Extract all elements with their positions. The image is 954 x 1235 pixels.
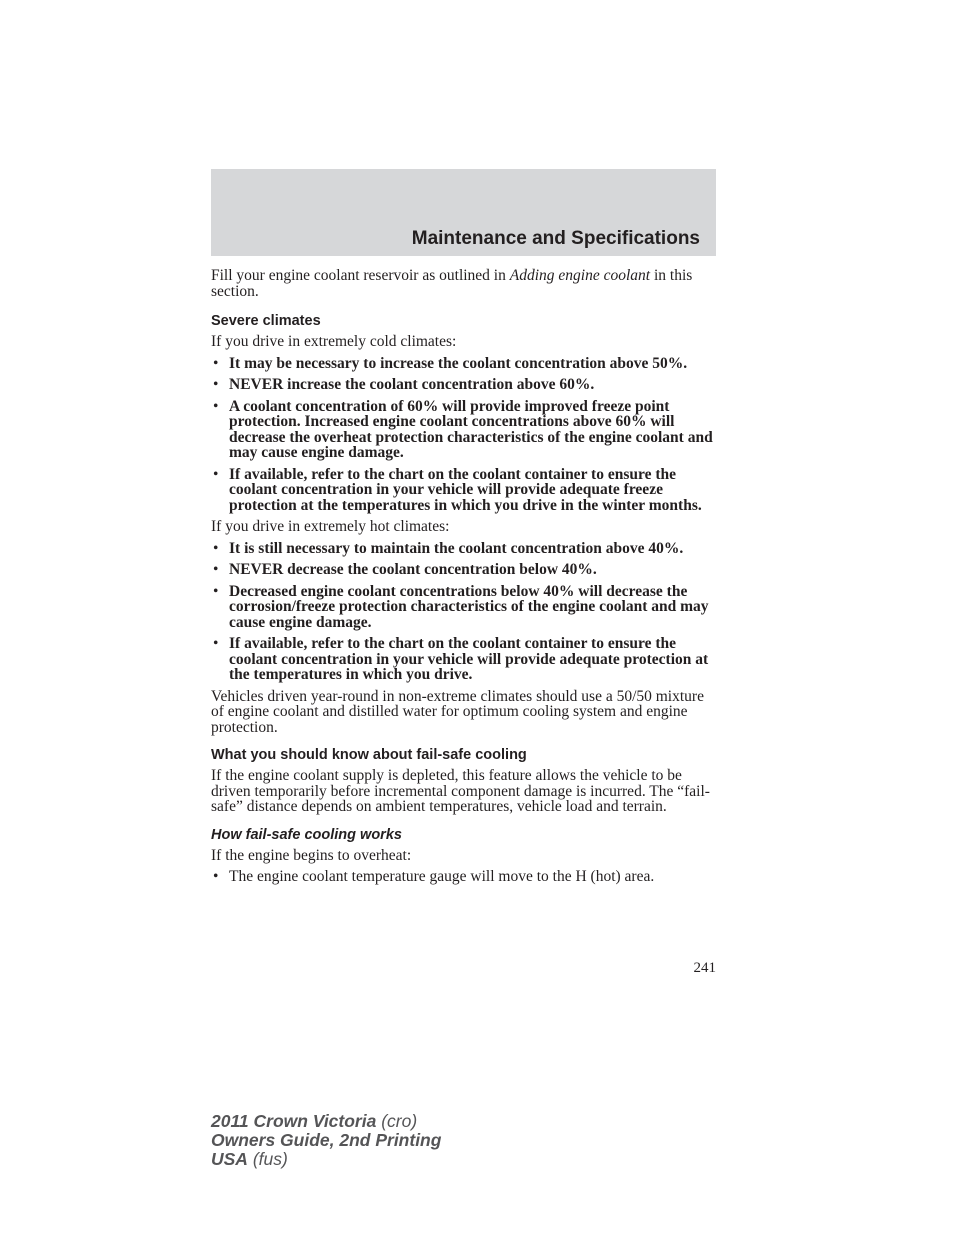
hot-climates-list: [211, 541, 716, 683]
list-item-text: Decreased engine coolant concentrations below 40% will decrease the corrosion/freeze protection characteristics of the engine coolant and may cause engine damage.: [229, 582, 709, 631]
footer-market-code: (fus): [247, 1149, 288, 1169]
page-content: [211, 268, 716, 891]
non-extreme-paragraph: Vehicles driven year-round in non-extreme climates should use a 50/50 mixture of engine coolant and distilled water for optimum cooling system and engine protection.: [211, 687, 704, 736]
section-header-band: [211, 169, 716, 256]
list-item-text: The engine coolant temperature gauge will move to the H (hot) area.: [229, 868, 655, 885]
overheat-list: [211, 869, 716, 885]
cold-climates-list: [211, 356, 716, 514]
list-item-text: It is still necessary to maintain the coolant concentration above 40%.: [229, 539, 684, 557]
list-item-text: If available, refer to the chart on the coolant container to ensure the coolant concentration in your vehicle will provide adequate protection at the temperatures in which you drive.: [229, 635, 709, 683]
list-item: [211, 356, 716, 372]
section-title: Maintenance and Specifications: [411, 228, 700, 249]
list-item-text: NEVER decrease the coolant concentration below 40%.: [229, 561, 597, 578]
list-item: [211, 869, 716, 885]
list-item: [211, 377, 716, 393]
bullet-icon: •: [213, 376, 219, 393]
list-item: [211, 562, 716, 578]
fail-safe-works-heading: How fail-safe cooling works: [211, 826, 402, 843]
footer-guide: Owners Guide, 2nd Printing: [211, 1130, 442, 1150]
footer-line-market: [211, 1150, 441, 1169]
footer-line-model: [211, 1112, 441, 1131]
intro-reference: Adding engine coolant: [509, 267, 651, 284]
overheat-lead: If the engine begins to overheat:: [211, 846, 412, 864]
list-item-text: It may be necessary to increase the coolant concentration above 50%.: [229, 354, 688, 372]
bullet-icon: •: [213, 397, 219, 415]
footer-model: 2011 Crown Victoria: [211, 1111, 377, 1131]
bullet-icon: •: [213, 465, 219, 483]
bullet-icon: •: [213, 561, 219, 578]
document-footer: [211, 1112, 441, 1169]
list-item: [211, 399, 716, 461]
footer-model-code: (cro): [376, 1111, 418, 1131]
fail-safe-paragraph: If the engine coolant supply is depleted, this feature allows the vehicle to be driven temporarily before incremental component damage is incurred. The “fail-safe” distance depends on ambient temperatures, vehicle load and terrain.: [211, 767, 710, 815]
bullet-icon: •: [213, 354, 219, 372]
page-number: 241: [693, 960, 716, 976]
list-item: [211, 467, 716, 514]
severe-climates-heading: Severe climates: [211, 313, 321, 329]
list-item: [211, 541, 716, 557]
list-item: [211, 636, 716, 683]
bullet-icon: •: [213, 635, 219, 652]
intro-text-before: Fill your engine coolant reservoir as outlined in: [211, 267, 510, 284]
fail-safe-heading: What you should know about fail-safe cooling: [211, 747, 527, 763]
bullet-icon: •: [213, 868, 219, 885]
list-item-text: If available, refer to the chart on the coolant container to ensure the coolant concentration in your vehicle will provide adequate freeze protection at the temperatures in which you drive in the winter months.: [229, 465, 702, 514]
bullet-icon: •: [213, 582, 219, 600]
footer-market: USA: [211, 1149, 248, 1169]
bullet-icon: •: [213, 539, 219, 557]
intro-text-after: in this section.: [211, 267, 693, 300]
hot-climates-lead: If you drive in extremely hot climates:: [211, 518, 450, 535]
footer-line-guide: [211, 1131, 441, 1150]
list-item-text: A coolant concentration of 60% will provide improved freeze point protection. Increased engine coolant concentrations above 60% will decrease the overheat protection characteristics of the engine coolant and may cause engine damage.: [229, 397, 713, 461]
cold-climates-lead: If you drive in extremely cold climates:: [211, 333, 457, 350]
list-item: [211, 584, 716, 631]
intro-paragraph: [211, 268, 716, 299]
list-item-text: NEVER increase the coolant concentration above 60%.: [229, 376, 595, 393]
